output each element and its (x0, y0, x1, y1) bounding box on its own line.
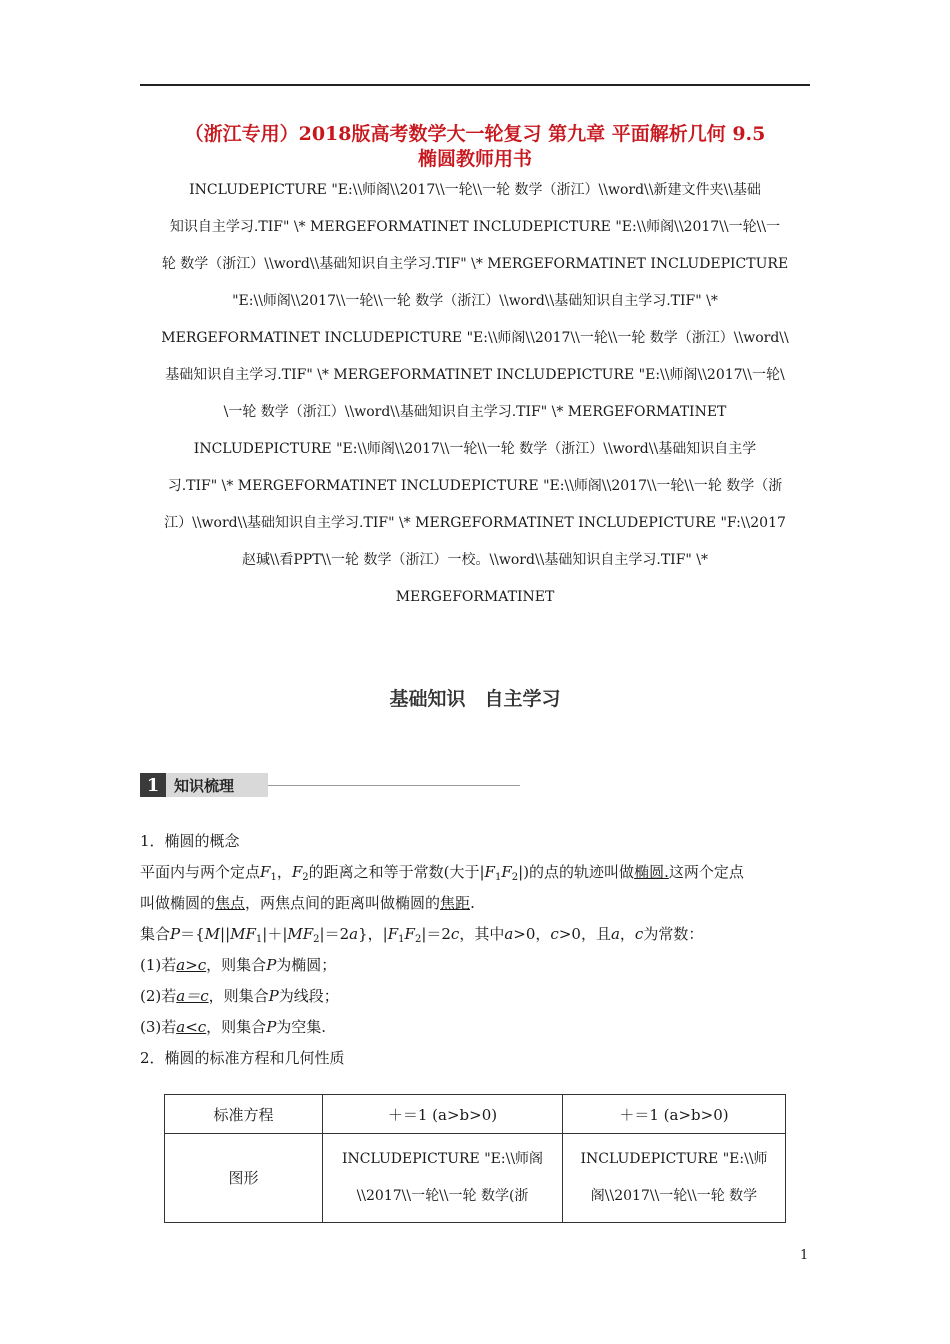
table-cell: 图形 (165, 1134, 323, 1223)
header-rule (140, 84, 810, 86)
field-code-block (140, 172, 810, 616)
field-line: MERGEFORMATINET (395, 589, 555, 605)
field-line: 赵瑊\\看PPT\\一轮 数学（浙江）一校。\\word\\基础知识自主学习.TIF" \* (241, 552, 709, 568)
field-line: INCLUDEPICTURE "E:\\师阁\\2017\\一轮\\一轮 数学（浙江）\\word\\新建文件夹\\基础 (189, 182, 761, 198)
field-line: 习.TIF" \* MERGEFORMATINET INCLUDEPICTURE "E:\\师阁\\2017\\一轮\\一轮 数学（浙 (167, 478, 783, 494)
field-line: 知识自主学习.TIF" \* MERGEFORMATINET INCLUDEPICTURE "E:\\师阁\\2017\\一轮\\一 (169, 219, 781, 235)
page-number: 1 (800, 1248, 809, 1263)
table-cell: ＋＝1 (a>b>0) (563, 1095, 786, 1134)
section-badge (140, 773, 268, 797)
body-text (140, 826, 812, 1074)
case-3: (3)若a<c，则集合P为空集. (140, 1018, 327, 1036)
table-row (165, 1134, 786, 1223)
definition-line-1: 平面内与两个定点$F_1$，$F_2$的距离之和等于常数(大于$|F_1F_2|$)的点的轨迹叫做椭圆.这两个定点 (140, 863, 744, 883)
table-cell (323, 1134, 563, 1223)
item-1-heading: 1．椭圆的概念 (140, 832, 240, 850)
table-row (165, 1095, 786, 1134)
field-line: \一轮 数学（浙江）\\word\\基础知识自主学习.TIF" \* MERGEFORMATINET (223, 404, 727, 420)
definition-line-2: 叫做椭圆的焦点，两焦点间的距离叫做椭圆的焦距. (140, 894, 475, 912)
cell-line: \\2017\\一轮\\一轮 数学(浙 (356, 1188, 529, 1204)
badge-rule (268, 785, 520, 786)
badge-label: 知识梳理 (166, 773, 268, 797)
field-line: 基础知识自主学习.TIF" \* MERGEFORMATINET INCLUDEPICTURE "E:\\师阁\\2017\\一轮\ (165, 367, 785, 383)
properties-table (164, 1094, 786, 1223)
set-definition: 集合$P=\{M||MF_1|+|MF_2|=2a\}$，$|F_1F_2|=2c$，其中a>0，c>0，且a，c为常数： (140, 925, 704, 945)
field-line: "E:\\师阁\\2017\\一轮\\一轮 数学（浙江）\\word\\基础知识自主学习.TIF" \* (232, 293, 718, 309)
cell-line: INCLUDEPICTURE "E:\\师阁 (341, 1151, 544, 1167)
title-line-1: （浙江专用）2018版高考数学大一轮复习 第九章 平面解析几何 9.5 (184, 123, 766, 145)
section-title: 基础知识 自主学习 (389, 688, 561, 710)
case-1: (1)若a>c，则集合P为椭圆； (140, 956, 337, 974)
cell-line: 阁\\2017\\一轮\\一轮 数学 (590, 1188, 758, 1204)
table-cell: 标准方程 (165, 1095, 323, 1134)
field-line: INCLUDEPICTURE "E:\\师阁\\2017\\一轮\\一轮 数学（浙江）\\word\\基础知识自主学 (193, 441, 757, 457)
item-2-heading: 2．椭圆的标准方程和几何性质 (140, 1049, 345, 1067)
case-2: (2)若a＝c，则集合P为线段； (140, 987, 339, 1005)
table-cell: ＋＝1 (a>b>0) (323, 1095, 563, 1134)
field-line: 轮 数学（浙江）\\word\\基础知识自主学习.TIF" \* MERGEFORMATINET INCLUDEPICTURE (161, 256, 789, 272)
field-line: 江）\\word\\基础知识自主学习.TIF" \* MERGEFORMATINET INCLUDEPICTURE "F:\\2017 (164, 515, 786, 531)
field-line: MERGEFORMATINET INCLUDEPICTURE "E:\\师阁\\2017\\一轮\\一轮 数学（浙江）\\word\\ (161, 330, 789, 346)
document-title (140, 122, 810, 172)
title-line-2: 椭圆教师用书 (417, 148, 532, 170)
table-cell (563, 1134, 786, 1223)
badge-number: 1 (140, 773, 166, 797)
cell-line: INCLUDEPICTURE "E:\\师 (580, 1151, 768, 1167)
